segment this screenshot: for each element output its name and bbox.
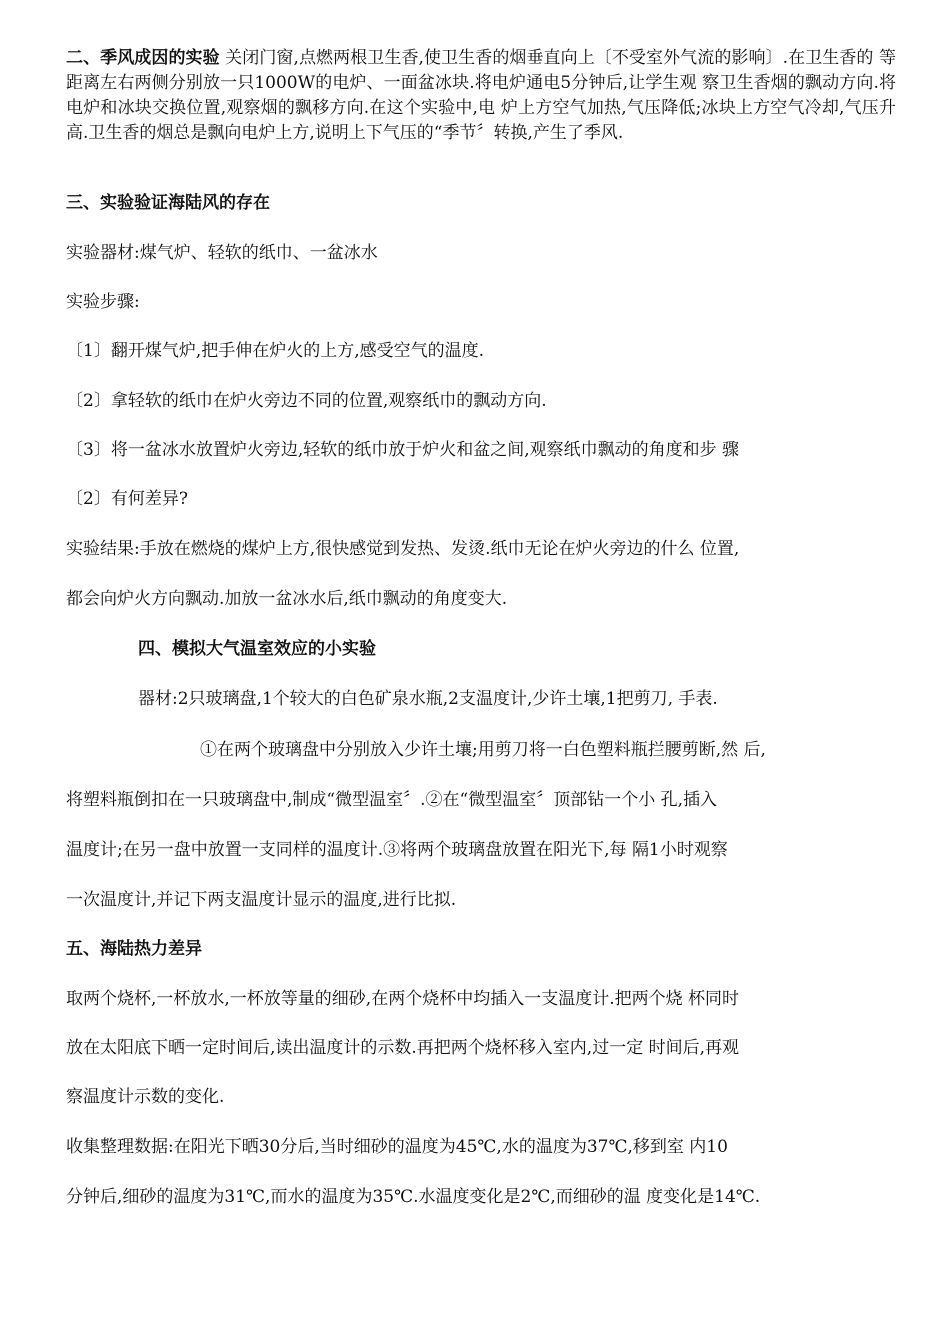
section-5-line-5: 分钟后,细砂的温度为31℃,而水的温度为35℃.水温度变化是2℃,而细砂的温 度变化是14℃. (66, 1187, 761, 1207)
section-4-line-3: 温度计;在另一盘中放置一支同样的温度计.③将两个玻璃盘放置在阳光下,每 隔1小时观察 (66, 840, 728, 860)
section-5-line-4: 收集整理数据:在阳光下晒30分后,当时细砂的温度为45℃,水的温度为37℃,移到室 内10 (66, 1137, 728, 1157)
section-4-line-2: 将塑料瓶倒扣在一只玻璃盘中,制成“微型温室〞.②在“微型温室〞顶部钻一个小 孔,插入 (66, 790, 717, 810)
section-3-step-3b: 〔2〕有何差异? (66, 489, 188, 509)
section-3-heading: 三、实验验证海陆风的存在 (66, 193, 270, 213)
section-5-line-1: 取两个烧杯,一杯放水,一杯放等量的细砂,在两个烧杯中均插入一支温度计.把两个烧 杯同时 (66, 989, 740, 1009)
section-4-line-4: 一次温度计,并记下两支温度计显示的温度,进行比拟. (66, 890, 457, 910)
section-4-heading: 四、模拟大气温室效应的小实验 (138, 639, 376, 659)
section-5-line-3: 察温度计示数的变化. (66, 1087, 225, 1107)
section-3-result-line-1: 实验结果:手放在燃烧的煤炉上方,很快感觉到发热、发烫.纸巾无论在炉火旁边的什么 位置, (66, 539, 740, 559)
section-4-equipment: 器材:2只玻璃盘,1个较大的白色矿泉水瓶,2支温度计,少许土壤,1把剪刀, 手表. (138, 689, 718, 709)
section-2-text: 关闭门窗,点燃两根卫生香,使卫生香的烟垂直向上〔不受室外气流的影响〕.在卫生香的 等距离左右两侧分别放一只1000W的电炉、一面盆冰块.将电炉通电5分钟后,让学生观 察卫生香烟的飘动方向.将电炉和冰块交换位置,观察烟的飘移方向.在这个实验中,电 炉上方空气加热,气压降低;冰块上方空气冷却,气压升高.卫生香的烟总是飘向电炉上方,说明上下气压的“季节〞转换,产生了季风. (66, 48, 896, 143)
section-5-line-2: 放在太阳底下晒一定时间后,读出温度计的示数.再把两个烧杯移入室内,过一定 时间后,再观 (66, 1038, 740, 1058)
section-3-step-2: 〔2〕拿轻软的纸巾在炉火旁边不同的位置,观察纸巾的飘动方向. (66, 391, 547, 411)
section-5-heading: 五、海陆热力差异 (66, 939, 202, 959)
section-3-equipment: 实验器材:煤气炉、轻软的纸巾、一盆冰水 (66, 243, 378, 263)
section-3-step-1: 〔1〕翻开煤气炉,把手伸在炉火的上方,感受空气的温度. (66, 341, 485, 361)
section-4-line-1: ①在两个玻璃盘中分别放入少许土壤;用剪刀将一白色塑料瓶拦腰剪断,然 后, (200, 740, 766, 760)
section-3-step-3: 〔3〕将一盆冰水放置炉火旁边,轻软的纸巾放于炉火和盆之间,观察纸巾飘动的角度和步 骤 (66, 440, 740, 460)
section-2-heading: 二、季风成因的实验 (66, 48, 220, 68)
section-2-paragraph (66, 46, 896, 146)
section-3-steps-label: 实验步骤: (66, 292, 140, 312)
section-3-result-line-2: 都会向炉火方向飘动.加放一盆冰水后,纸巾飘动的角度变大. (66, 589, 508, 609)
